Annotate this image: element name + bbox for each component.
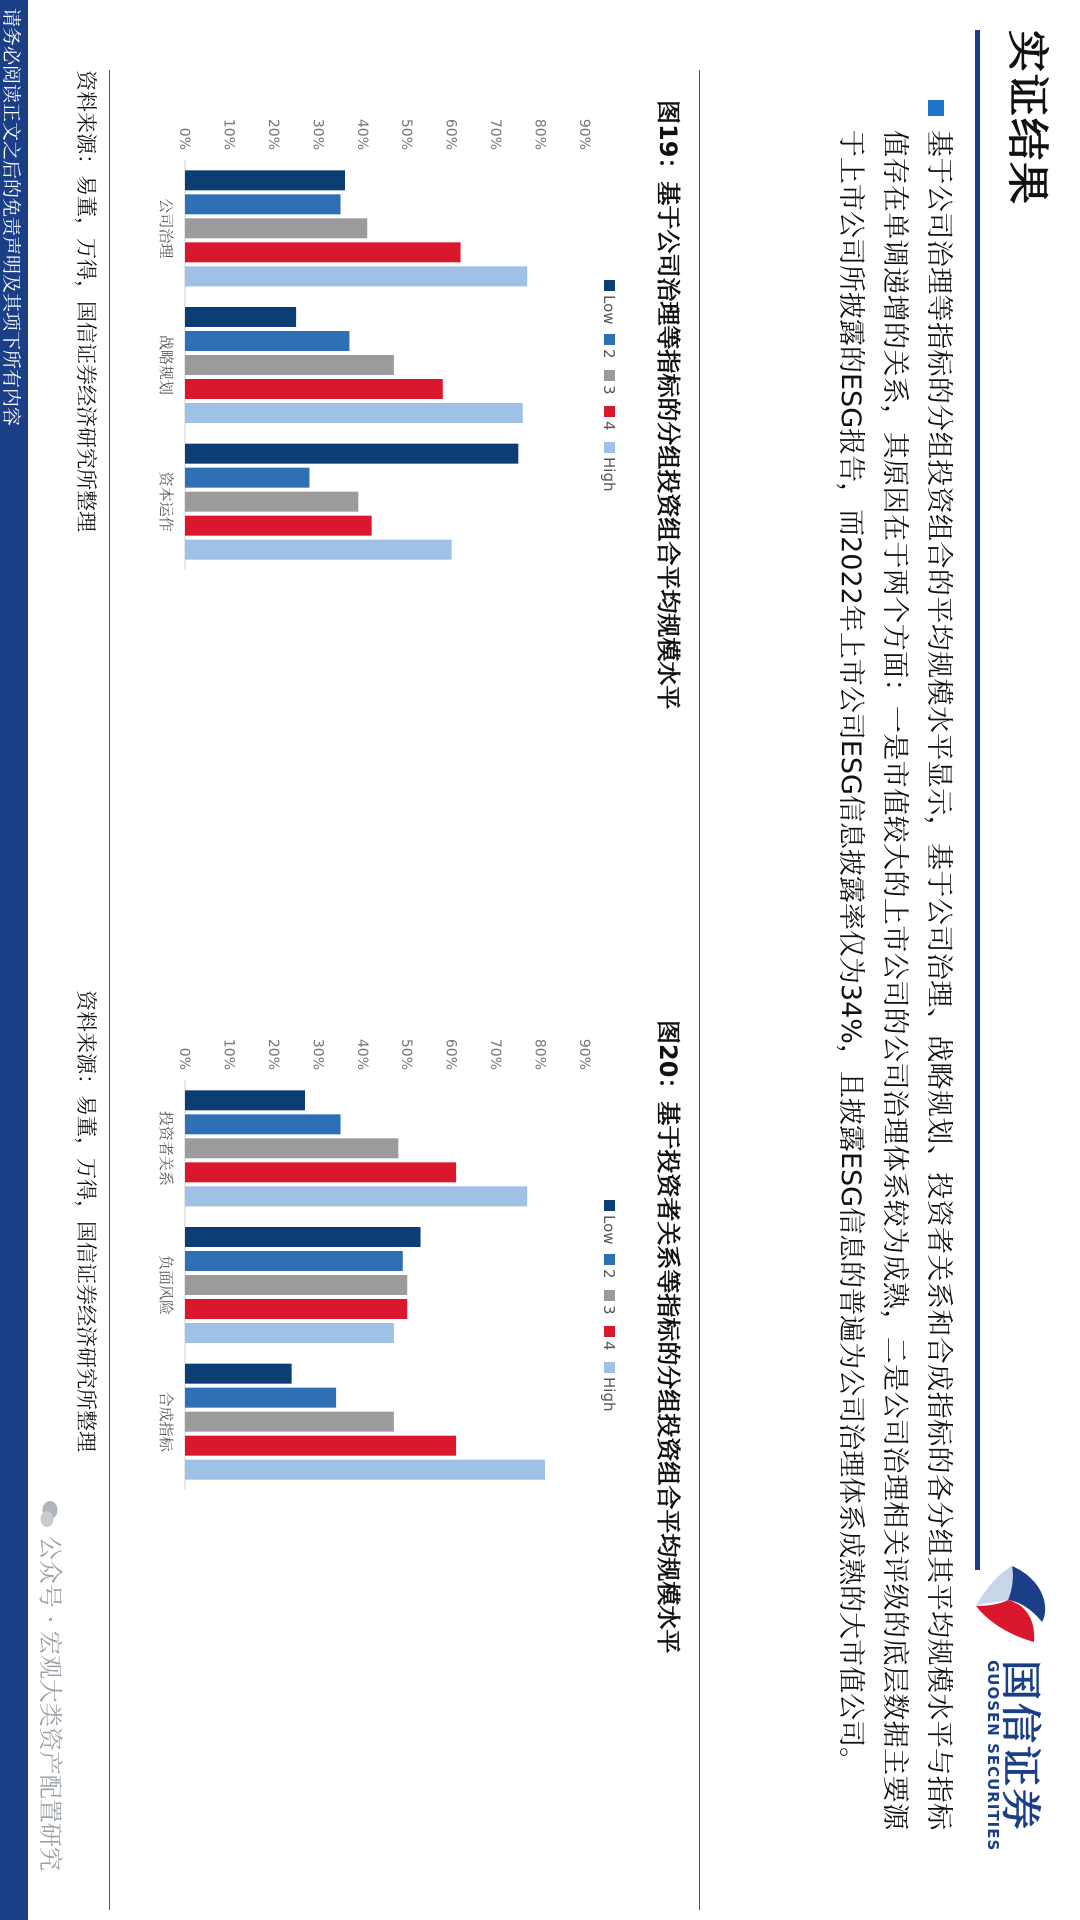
legend-swatch	[604, 1362, 615, 1373]
legend-label: 4	[600, 421, 618, 431]
disclaimer-bar	[0, 0, 28, 1920]
bar	[185, 540, 452, 560]
figure-bottom-rule	[109, 70, 110, 990]
legend-swatch	[604, 370, 615, 381]
figure-19	[74, 70, 700, 990]
bar	[185, 1299, 407, 1319]
y-tick-label: 80%	[531, 1038, 548, 1070]
figure-top-rule	[699, 70, 700, 990]
y-tick-label: 90%	[576, 118, 592, 150]
logo-text-cn: 国信证券	[997, 1660, 1043, 1832]
y-tick-label: 50%	[398, 1038, 415, 1070]
figure-20	[74, 990, 700, 1910]
category-label: 投资者关系	[157, 1110, 175, 1186]
legend-label: Low	[600, 295, 618, 325]
y-tick-label: 10%	[220, 1038, 237, 1070]
y-tick-label: 60%	[442, 1038, 459, 1070]
bar	[185, 331, 349, 351]
legend-swatch	[604, 406, 615, 417]
bar	[185, 468, 309, 488]
bar	[185, 218, 367, 238]
bar	[185, 1251, 403, 1271]
bar	[185, 444, 518, 464]
bar	[185, 516, 372, 536]
y-tick-label: 10%	[220, 118, 237, 150]
bar	[185, 1186, 527, 1206]
y-tick-label: 0%	[176, 127, 192, 150]
category-label: 公司治理	[157, 198, 175, 259]
y-tick-label: 50%	[398, 118, 415, 150]
category-label: 资本运作	[157, 471, 175, 532]
y-tick-label: 20%	[264, 118, 281, 150]
category-label: 负面风险	[157, 1254, 175, 1316]
legend-label: High	[600, 457, 618, 492]
y-tick-label: 30%	[309, 1038, 326, 1070]
legend-swatch	[604, 1326, 615, 1337]
bar	[185, 1227, 421, 1247]
disclaimer-text: 请务必阅读正文之后的免责声明及其项下所有内容	[0, 8, 22, 427]
bar	[185, 1090, 305, 1110]
bar	[185, 1388, 336, 1408]
legend-swatch	[604, 1254, 615, 1265]
bar	[185, 1460, 545, 1480]
watermark-text: 公众号 · 宏观大类资产配置研究	[36, 1536, 64, 1871]
watermark	[35, 1500, 70, 1871]
bar	[185, 1138, 398, 1158]
page-title: 实证结果	[1003, 30, 1052, 207]
body-paragraph: 基于公司治理等指标的分组投资组合的平均规模水平显示，基于公司治理、战略规划、投资者关系和合成指标的各分组其平均规模水平与指标值存在单调递增的关系，其原因在于两个方面：一是市值较大的上市公司的公司治理体系较为成熟，二是公司治理相关评级的底层数据主要源于上市公司所披露的ESG报告，而2022年上市公司ESG信息披露率仅为34%，且披露ESG信息的普遍为公司治理体系成熟的大市值公司。	[835, 130, 954, 1830]
legend-swatch	[604, 1200, 615, 1211]
figure-top-rule	[699, 990, 700, 1910]
legend-label: 3	[600, 385, 618, 395]
bar	[185, 403, 523, 423]
y-tick-label: 0%	[176, 1047, 192, 1070]
wechat-icon	[39, 1500, 59, 1528]
legend-label: 4	[600, 1341, 618, 1351]
y-tick-label: 70%	[487, 118, 504, 150]
chart-19	[125, 100, 625, 600]
figure-source: 资料来源：易董，万得，国信证券经济研究所整理	[74, 990, 98, 1452]
bar	[185, 1436, 456, 1456]
logo-text-en: GUOSEN SECURITIES	[984, 1660, 1002, 1852]
guosen-logo-icon	[972, 1560, 1052, 1650]
bar	[185, 1364, 292, 1384]
legend-label: 3	[600, 1305, 618, 1315]
bar	[185, 194, 341, 214]
bar	[185, 1412, 394, 1432]
y-tick-label: 40%	[353, 1038, 370, 1070]
bar	[185, 1114, 341, 1134]
y-tick-label: 30%	[309, 118, 326, 150]
title-divider	[975, 30, 980, 1570]
bar	[185, 307, 296, 327]
figure-source: 资料来源：易董，万得，国信证券经济研究所整理	[74, 70, 98, 532]
legend-label: High	[600, 1377, 618, 1412]
y-tick-label: 70%	[487, 1038, 504, 1070]
figure-title: 图20：基于投资者关系等指标的分组投资组合平均规模水平	[654, 1020, 682, 1654]
bar	[185, 379, 443, 399]
legend-swatch	[604, 1290, 615, 1301]
guosen-logo	[972, 1560, 1052, 1860]
y-tick-label: 60%	[442, 118, 459, 150]
legend-swatch	[604, 442, 615, 453]
legend-swatch	[604, 280, 615, 291]
legend-label: 2	[600, 349, 618, 359]
bar	[185, 242, 461, 262]
figure-bottom-rule	[109, 990, 110, 1910]
y-tick-label: 90%	[576, 1038, 592, 1070]
bar	[185, 266, 527, 286]
y-tick-label: 40%	[353, 118, 370, 150]
y-tick-label: 80%	[531, 118, 548, 150]
y-tick-label: 20%	[264, 1038, 281, 1070]
bar	[185, 1162, 456, 1182]
category-label: 合成指标	[157, 1391, 175, 1452]
bar	[185, 1323, 394, 1343]
figure-title: 图19：基于公司治理等指标的分组投资组合平均规模水平	[654, 100, 682, 710]
bar	[185, 1275, 407, 1295]
bar	[185, 355, 394, 375]
legend-label: Low	[600, 1215, 618, 1245]
legend-label: 2	[600, 1269, 618, 1279]
bullet-marker	[928, 100, 944, 116]
chart-20	[125, 1020, 625, 1520]
bar	[185, 170, 345, 190]
category-label: 战略规划	[157, 334, 175, 396]
legend-swatch	[604, 334, 615, 345]
bar	[185, 492, 358, 512]
